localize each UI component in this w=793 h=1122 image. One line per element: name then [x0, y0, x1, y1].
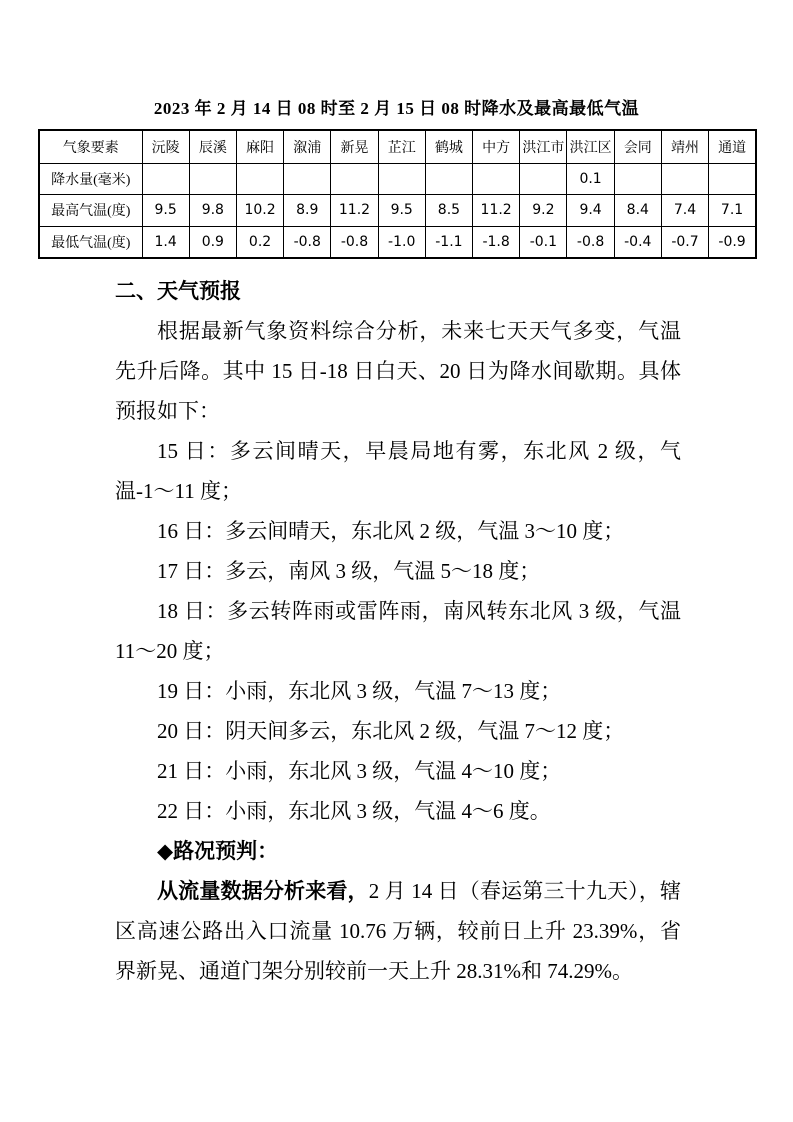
cell: [236, 163, 283, 194]
cell: 0.2: [236, 226, 283, 258]
cell: 9.4: [567, 194, 614, 226]
header-cell: 溆浦: [284, 130, 331, 163]
document-body: [115, 271, 681, 991]
header-cell: 洪江区: [567, 130, 614, 163]
road-paragraph-lead: 从流量数据分析来看，: [157, 879, 369, 903]
cell: -0.4: [614, 226, 661, 258]
cell: [189, 163, 236, 194]
cell: 8.9: [284, 194, 331, 226]
row-label: 降水量(毫米): [39, 163, 142, 194]
cell: [425, 163, 472, 194]
header-cell: 辰溪: [189, 130, 236, 163]
header-cell: 会同: [614, 130, 661, 163]
road-condition-heading: ◆路况预判：: [157, 839, 279, 863]
cell: 7.1: [709, 194, 756, 226]
forecast-item-day19: 19 日：小雨，东北风 3 级，气温 7～13 度；: [157, 679, 562, 703]
weather-table: [38, 129, 757, 259]
cell: 8.4: [614, 194, 661, 226]
cell: [520, 163, 567, 194]
cell: -0.8: [284, 226, 331, 258]
cell: 0.9: [189, 226, 236, 258]
table-row-min-temp: [39, 226, 756, 258]
cell: 9.5: [142, 194, 189, 226]
cell: 0.1: [567, 163, 614, 194]
table-row-max-temp: [39, 194, 756, 226]
forecast-item-day18: 18 日：多云转阵雨或雷阵雨，南风转东北风 3 级，气温 11～20 度；: [115, 599, 681, 663]
cell: -0.8: [331, 226, 378, 258]
table-header-row: [39, 130, 756, 163]
forecast-item-day20: 20 日：阴天间多云，东北风 2 级，气温 7～12 度；: [157, 719, 625, 743]
header-cell: 新晃: [331, 130, 378, 163]
row-label: 最低气温(度): [39, 226, 142, 258]
cell: -1.1: [425, 226, 472, 258]
cell: [661, 163, 708, 194]
cell: [378, 163, 425, 194]
table-row-precipitation: [39, 163, 756, 194]
cell: 9.8: [189, 194, 236, 226]
cell: 9.5: [378, 194, 425, 226]
cell: [614, 163, 661, 194]
cell: -0.9: [709, 226, 756, 258]
header-cell: 麻阳: [236, 130, 283, 163]
header-cell: 气象要素: [39, 130, 142, 163]
forecast-intro-paragraph: 根据最新气象资料综合分析，未来七天天气多变，气温先升后降。其中 15 日-18 日白天、20 日为降水间歇期。具体预报如下：: [115, 319, 681, 423]
header-cell: 鹤城: [425, 130, 472, 163]
header-cell: 通道: [709, 130, 756, 163]
road-condition-paragraph: [115, 871, 681, 991]
cell: -0.7: [661, 226, 708, 258]
cell: [142, 163, 189, 194]
cell: 1.4: [142, 226, 189, 258]
forecast-item-day17: 17 日：多云，南风 3 级，气温 5～18 度；: [157, 559, 541, 583]
cell: -0.1: [520, 226, 567, 258]
cell: [331, 163, 378, 194]
header-cell: 中方: [473, 130, 520, 163]
forecast-item-day21: 21 日：小雨，东北风 3 级，气温 4～10 度；: [157, 759, 562, 783]
cell: 10.2: [236, 194, 283, 226]
forecast-item-day22: 22 日：小雨，东北风 3 级，气温 4～6 度。: [157, 799, 551, 823]
cell: 7.4: [661, 194, 708, 226]
forecast-section-heading: 二、天气预报: [115, 279, 241, 303]
header-cell: 靖州: [661, 130, 708, 163]
row-label: 最高气温(度): [39, 194, 142, 226]
cell: 9.2: [520, 194, 567, 226]
cell: 11.2: [331, 194, 378, 226]
forecast-item-day16: 16 日：多云间晴天，东北风 2 级，气温 3～10 度；: [157, 519, 625, 543]
cell: [473, 163, 520, 194]
cell: 8.5: [425, 194, 472, 226]
cell: -1.0: [378, 226, 425, 258]
cell: -0.8: [567, 226, 614, 258]
cell: 11.2: [473, 194, 520, 226]
header-cell: 沅陵: [142, 130, 189, 163]
header-cell: 洪江市: [520, 130, 567, 163]
road-paragraph-body: 2 月 14 日（春运第三十九天），辖区高速公路出入口流量 10.76 万辆，较前日上升 23.39%，省界新晃、通道门架分别较前一天上升 28.31%和 74.29%。: [115, 879, 682, 983]
header-cell: 芷江: [378, 130, 425, 163]
table-title: 2023 年 2 月 14 日 08 时至 2 月 15 日 08 时降水及最高最低气温: [153, 99, 640, 118]
cell: [284, 163, 331, 194]
cell: [709, 163, 756, 194]
cell: -1.8: [473, 226, 520, 258]
forecast-item-day15: 15 日：多云间晴天，早晨局地有雾，东北风 2 级，气温-1～11 度；: [115, 439, 681, 503]
